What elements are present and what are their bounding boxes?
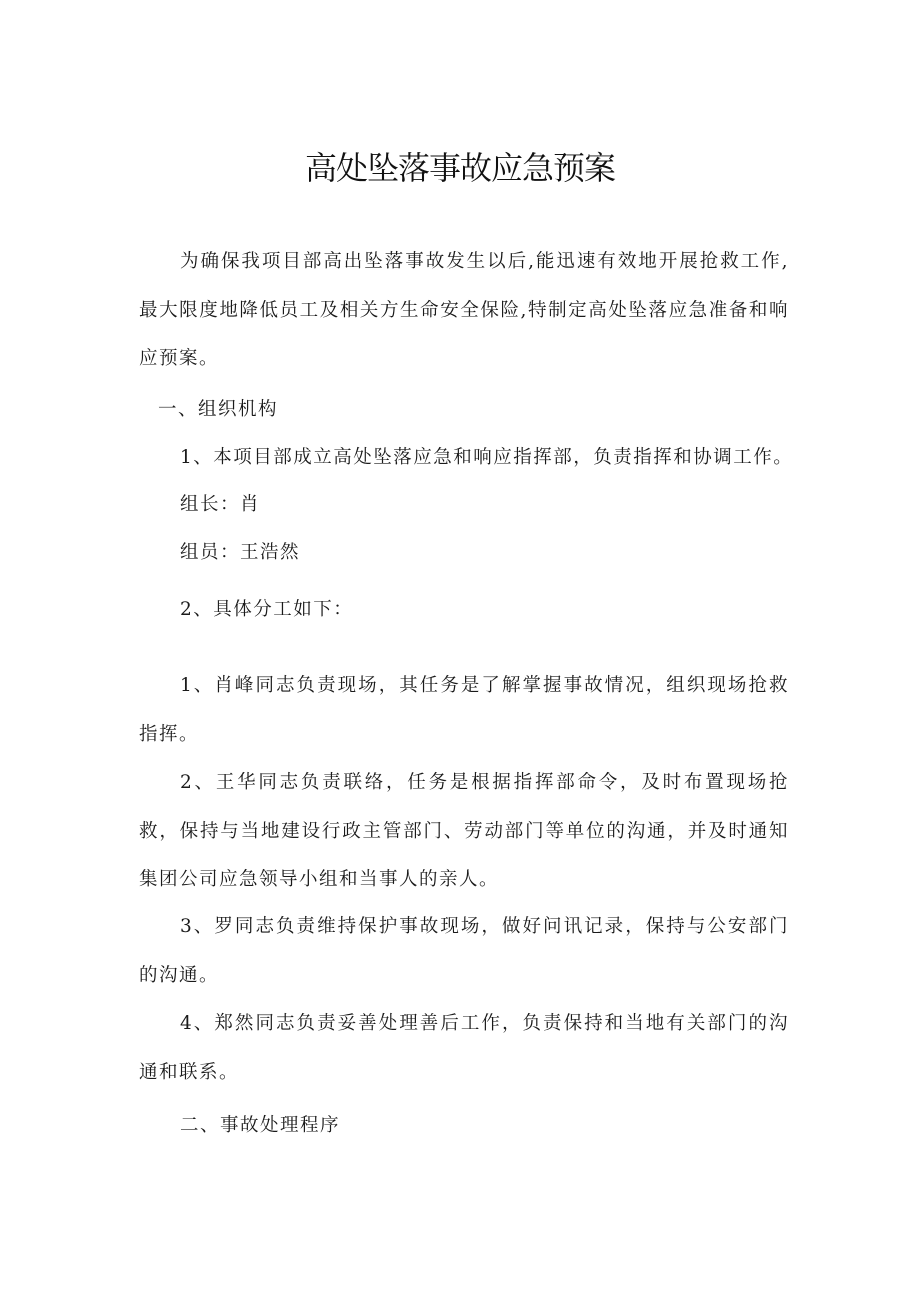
duty-paragraph: 4、郑然同志负责妥善处理善后工作，负责保持和当地有关部门的沟通和联系。 [139,1013,789,1083]
duty-paragraph: 1、肖峰同志负责现场，其任务是了解掌握事故情况，组织现场抢救指挥。 [139,675,789,745]
team-leader: 组长：肖 [180,494,261,515]
duty-paragraph: 2、王华同志负责联络，任务是根据指挥部命令，及时布置现场抢救，保持与当地建设行政主管部门、劳动部门等单位的沟通，并及时通知集团公司应急领导小组和当事人的亲人。 [139,772,789,890]
section-heading-organization: 一、组织机构 [158,399,279,420]
item-command-center: 1、本项目部成立高处坠落应急和响应指挥部，负责指挥和协调工作。 [180,447,794,468]
section-heading-procedure: 二、事故处理程序 [180,1115,341,1136]
intro-paragraph: 为确保我项目部高出坠落事故发生以后,能迅速有效地开展抢救工作,最大限度地降低员工及相关方生命安全保险,特制定高处坠落应急准备和响应预案。 [139,251,789,369]
duty-paragraph: 3、罗同志负责维持保护事故现场，做好问讯记录，保持与公安部门的沟通。 [139,916,789,986]
document-title: 高处坠落事故应急预案 [304,149,615,187]
team-members: 组员：王浩然 [180,542,301,563]
item-division-of-work: 2、具体分工如下： [180,599,354,620]
